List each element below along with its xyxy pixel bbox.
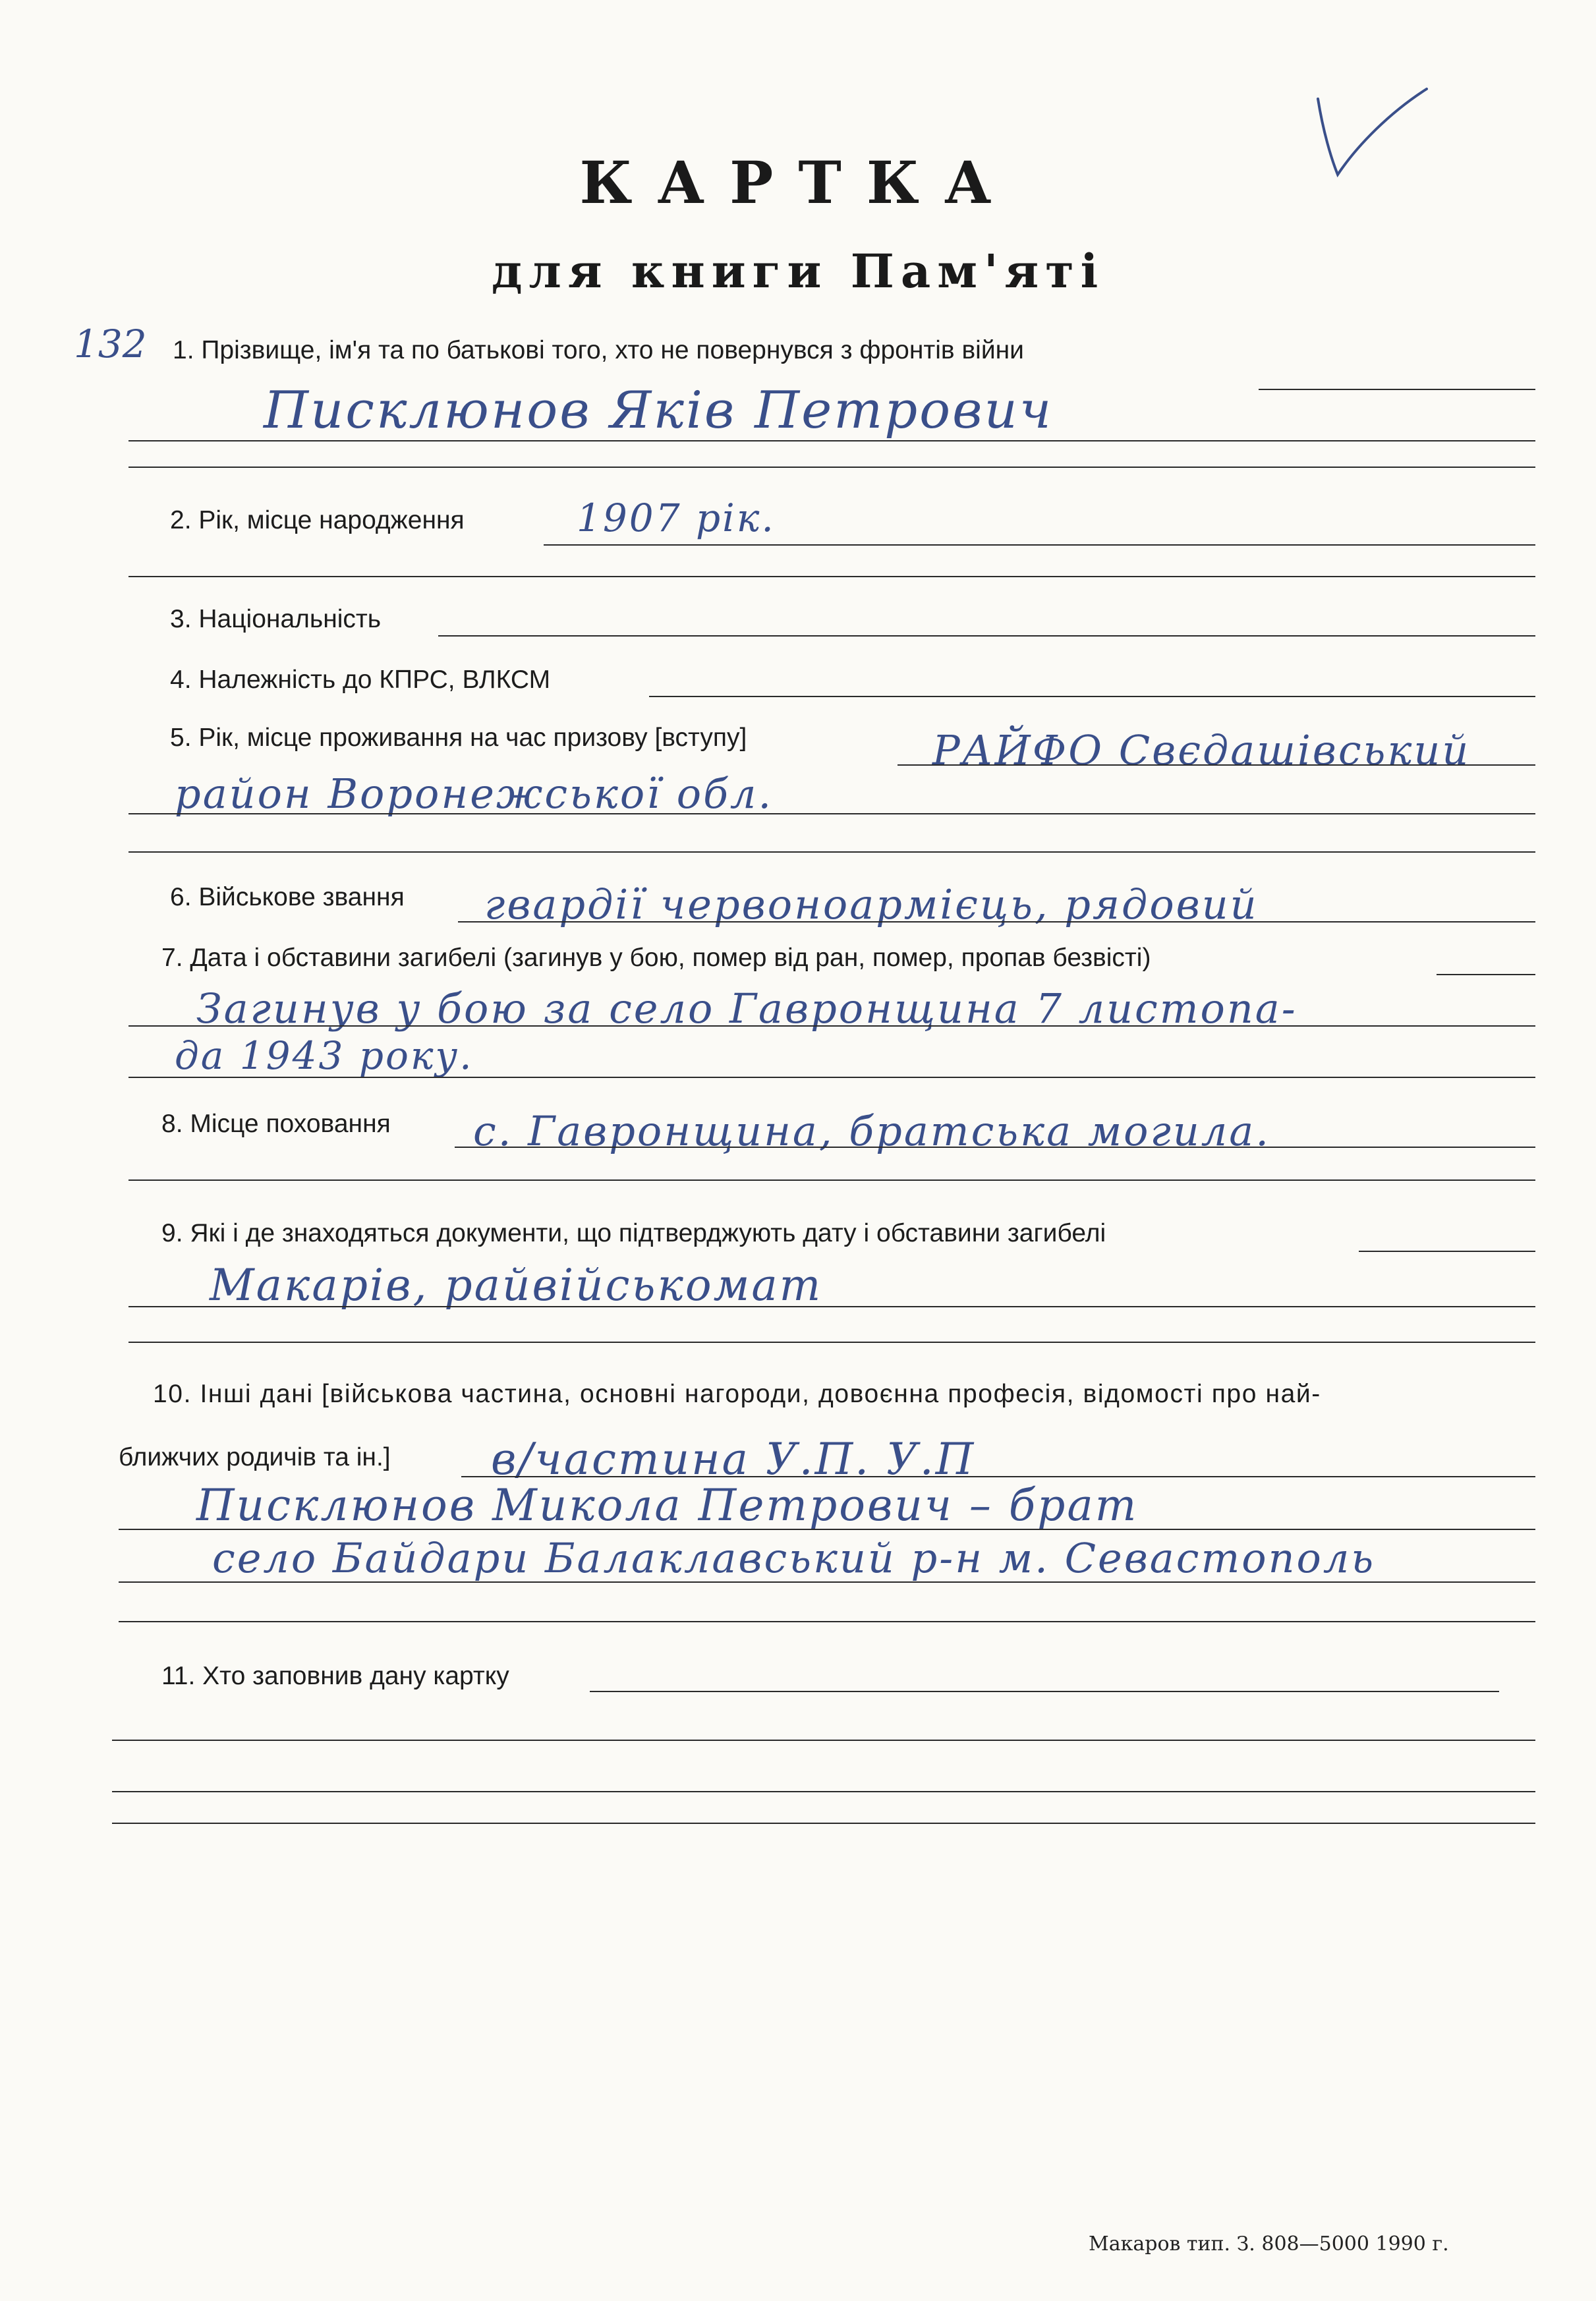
field-8-value: с. Гавронщина, братська могила. bbox=[473, 1107, 1270, 1155]
field-3-label: 3. Національність bbox=[170, 605, 382, 633]
margin-number: 132 bbox=[74, 322, 147, 366]
field-8-rule bbox=[455, 1147, 1535, 1148]
field-1-rule-2 bbox=[128, 440, 1535, 441]
field-1-rule-3 bbox=[128, 467, 1535, 468]
field-11-rule-3 bbox=[112, 1791, 1535, 1792]
field-10-value-line-1: в/частина У.П. У.П bbox=[491, 1434, 976, 1485]
field-10-value-line-2: Писклюнов Микола Петрович – брат bbox=[196, 1480, 1139, 1531]
field-1-rule bbox=[1259, 389, 1535, 390]
field-10-rule bbox=[461, 1476, 1535, 1477]
card-title: КАРТКА bbox=[579, 148, 1017, 217]
field-10-label-line-2: ближчих родичів та ін.] bbox=[119, 1443, 391, 1471]
field-8-label: 8. Місце поховання bbox=[161, 1110, 391, 1138]
field-11-rule bbox=[590, 1691, 1499, 1692]
field-4-label: 4. Належність до КПРС, ВЛКСМ bbox=[170, 666, 551, 694]
field-5-label: 5. Рік, місце проживання на час призову [вступу] bbox=[170, 724, 747, 752]
field-2-rule-2 bbox=[128, 576, 1535, 577]
field-7-rule-3 bbox=[128, 1077, 1535, 1078]
field-2-value: 1907 рік. bbox=[577, 496, 776, 540]
field-5-value-line-2: район Воронежської обл. bbox=[175, 770, 774, 818]
field-5-rule-2 bbox=[128, 813, 1535, 814]
field-7-rule bbox=[1437, 974, 1535, 975]
field-9-label: 9. Які і де знаходяться документи, що підтверджують дату і обставини загибелі bbox=[161, 1219, 1106, 1247]
field-10-rule-2 bbox=[119, 1529, 1535, 1530]
field-7-label: 7. Дата і обставини загибелі (загинув у бою, помер від ран, помер, пропав безвісті) bbox=[161, 944, 1151, 972]
field-10-rule-3 bbox=[119, 1581, 1535, 1583]
field-7-value-line-1: Загинув у бою за село Гавронщина 7 листопа- bbox=[196, 984, 1297, 1033]
field-9-rule-3 bbox=[128, 1342, 1535, 1343]
field-11-rule-4 bbox=[112, 1823, 1535, 1824]
field-6-rule bbox=[458, 921, 1535, 923]
field-1-value: Писклюнов Яків Петрович bbox=[264, 381, 1054, 440]
field-9-value: Макарів, райвійськомат bbox=[210, 1260, 823, 1311]
field-2-label: 2. Рік, місце народження bbox=[170, 506, 465, 534]
field-4-rule bbox=[649, 696, 1535, 697]
field-8-rule-2 bbox=[128, 1179, 1535, 1181]
field-11-rule-2 bbox=[112, 1740, 1535, 1741]
field-9-rule bbox=[1359, 1251, 1535, 1252]
field-5-rule bbox=[898, 764, 1535, 766]
field-3-rule bbox=[438, 635, 1535, 637]
field-7-rule-2 bbox=[128, 1025, 1535, 1027]
card-subtitle: для книги Пам'яті bbox=[491, 244, 1105, 298]
field-6-label: 6. Військове звання bbox=[170, 883, 405, 911]
field-10-label-line-1: 10. Інші дані [військова частина, основні нагороди, довоєнна професія, відомості про най- bbox=[153, 1380, 1321, 1408]
field-5-rule-3 bbox=[128, 851, 1535, 853]
field-11-label: 11. Хто заповнив дану картку bbox=[161, 1662, 509, 1690]
field-1-label: 1. Прізвище, ім'я та по батькові того, хто не повернувся з фронтів війни bbox=[173, 336, 1024, 364]
field-6-value: гвардії червоноармієць, рядовий bbox=[484, 880, 1259, 928]
field-7-value-line-2: да 1943 року. bbox=[175, 1033, 474, 1078]
field-5-value-line-1: РАЙФО Свєдашівський bbox=[932, 726, 1471, 774]
field-10-rule-4 bbox=[119, 1621, 1535, 1622]
field-9-rule-2 bbox=[128, 1306, 1535, 1307]
field-2-rule bbox=[544, 544, 1535, 546]
print-imprint: Макаров тип. З. 808—5000 1990 г. bbox=[1089, 2232, 1449, 2256]
field-10-value-line-3: село Байдари Балаклавський р-н м. Севастополь bbox=[212, 1534, 1376, 1582]
